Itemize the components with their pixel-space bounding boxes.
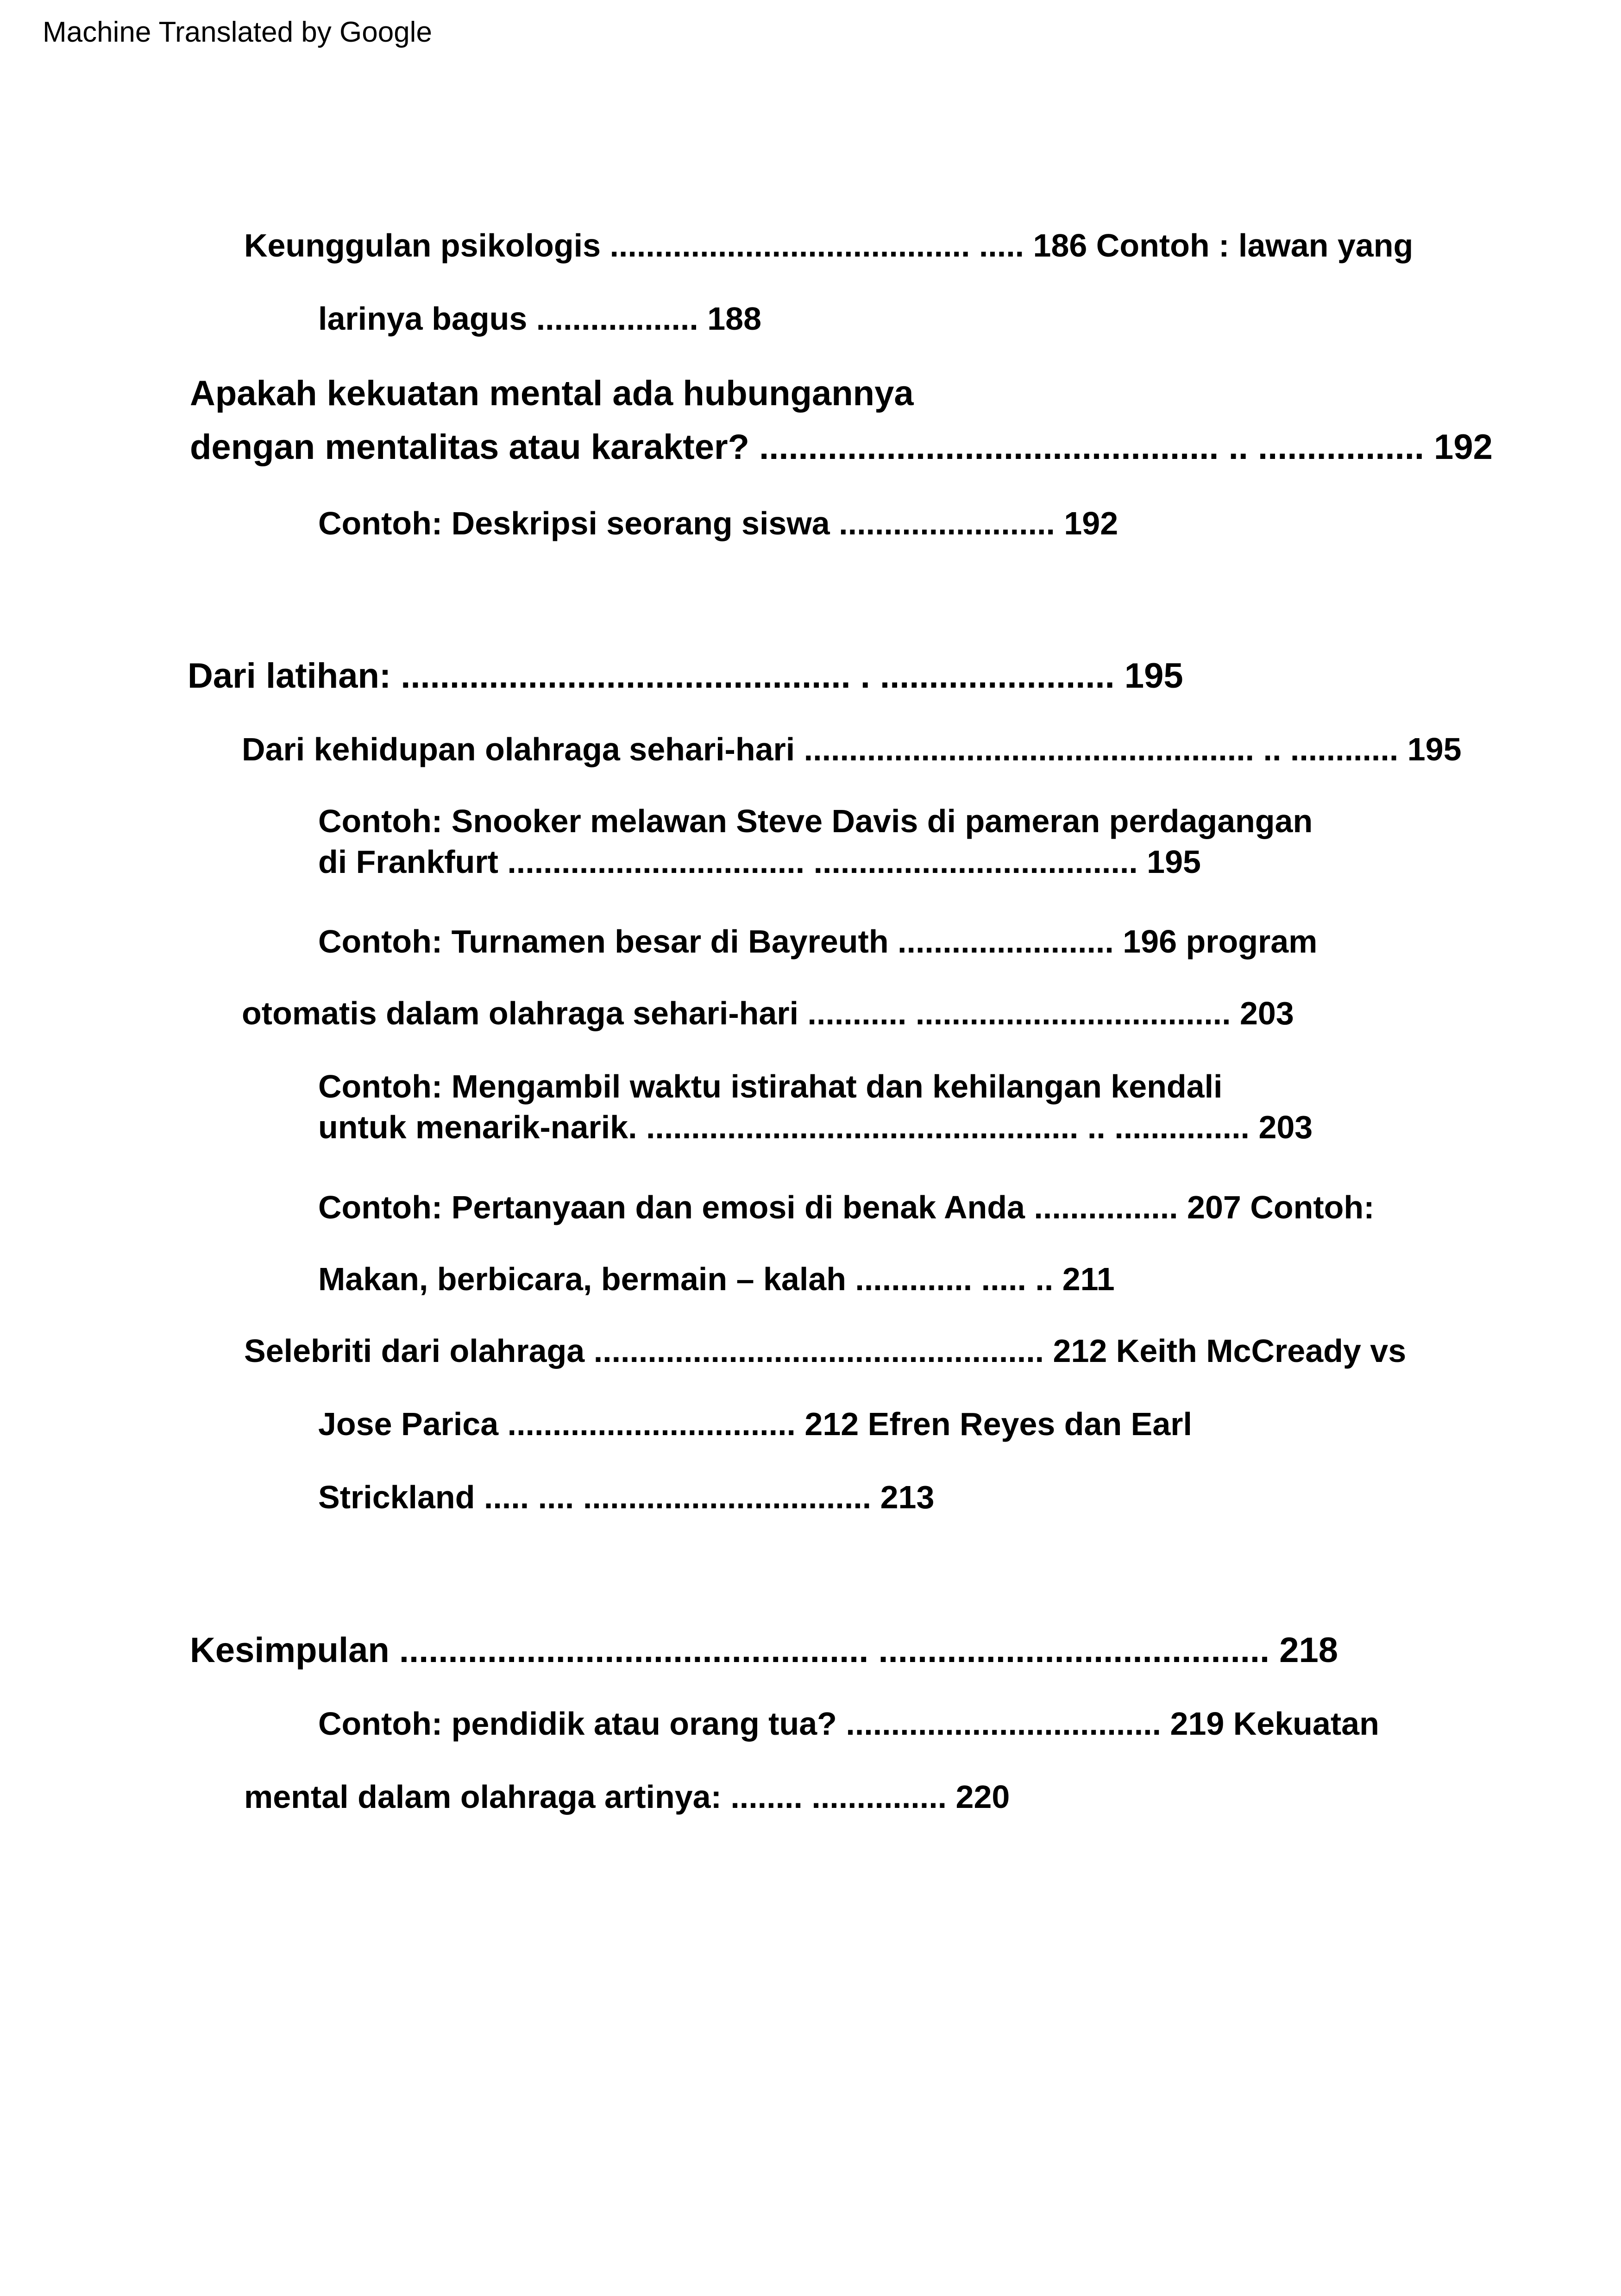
- toc-line: otomatis dalam olahraga sehari-hari ........... ................................... 203: [242, 995, 1294, 1031]
- toc-line: Strickland ..... .... ................................ 213: [318, 1479, 935, 1515]
- toc-line: di Frankfurt ................................. .................................... 195: [318, 844, 1201, 880]
- toc-line: Contoh: pendidik atau orang tua? ................................... 219 Kekuatan: [318, 1706, 1379, 1742]
- toc-heading: Kesimpulan ................................................ ........................................ 218: [190, 1631, 1338, 1670]
- toc-heading: Apakah kekuatan mental ada hubungannya: [190, 374, 914, 413]
- toc-line: Dari kehidupan olahraga sehari-hari .................................................. .. ............ 195: [242, 731, 1462, 767]
- toc-line: Contoh: Pertanyaan dan emosi di benak Anda ................ 207 Contoh:: [318, 1189, 1375, 1225]
- machine-translation-banner: Machine Translated by Google: [43, 16, 432, 48]
- toc-line: Selebriti dari olahraga .................................................. 212 Keith McCready vs: [244, 1333, 1407, 1369]
- toc-line: Contoh: Mengambil waktu istirahat dan kehilangan kendali: [318, 1068, 1223, 1104]
- toc-line: Keunggulan psikologis ........................................ ..... 186 Contoh : lawan yang: [244, 227, 1414, 263]
- toc-line: Contoh: Turnamen besar di Bayreuth ........................ 196 program: [318, 923, 1318, 960]
- toc-line: Contoh: Deskripsi seorang siswa ........................ 192: [318, 505, 1118, 541]
- toc-line: Jose Parica ................................ 212 Efren Reyes dan Earl: [318, 1406, 1192, 1442]
- toc-heading: Dari latihan: .............................................. . ........................ 195: [188, 656, 1183, 696]
- toc-line: dengan mentalitas atau karakter? ............................................... .. ................. 192: [190, 427, 1493, 467]
- toc-line: mental dalam olahraga artinya: ........ ............... 220: [244, 1779, 1010, 1815]
- toc-line: Contoh: Snooker melawan Steve Davis di pameran perdagangan: [318, 803, 1313, 839]
- toc-line: untuk menarik-narik. ................................................ .. ............... 203: [318, 1109, 1313, 1145]
- toc-line: larinya bagus .................. 188: [318, 301, 762, 337]
- toc-line: Makan, berbicara, bermain – kalah ............. ..... .. 211: [318, 1261, 1115, 1297]
